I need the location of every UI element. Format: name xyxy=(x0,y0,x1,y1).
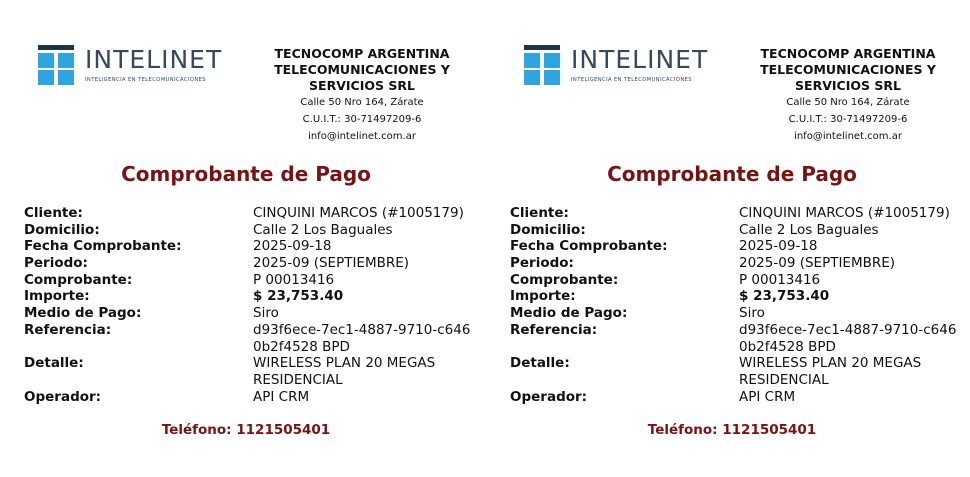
field-label: Detalle: xyxy=(510,355,570,372)
company-name-line3: SERVICIOS SRL xyxy=(309,78,415,93)
referencia-line1: d93f6ece-7ec1-4887-9710-c646 xyxy=(739,321,957,338)
company-cuit: C.U.I.T.: 30-71497209-6 xyxy=(302,114,422,125)
referencia-line2: 0b2f4528 BPD xyxy=(253,338,350,355)
company-email: info@intelinet.com.ar xyxy=(794,131,902,142)
field-label: Detalle: xyxy=(24,355,84,372)
field-label: Periodo: xyxy=(24,255,88,272)
detalle-line1: WIRELESS PLAN 20 MEGAS xyxy=(739,355,922,372)
field-value-amount: $ 23,753.40 xyxy=(739,288,830,305)
field-value: API CRM xyxy=(739,388,796,405)
field-value xyxy=(253,322,488,355)
phone-number: Teléfono: 1121505401 xyxy=(161,422,331,438)
field-value: CINQUINI MARCOS (#1005179) xyxy=(253,205,464,221)
detalle-line1: WIRELESS PLAN 20 MEGAS xyxy=(253,355,436,372)
field-label: Importe: xyxy=(24,288,90,305)
field-value: Siro xyxy=(739,305,765,322)
logo-name: INTELINET xyxy=(85,45,223,74)
field-value: 2025-09-18 xyxy=(253,238,332,255)
company-block xyxy=(262,46,462,145)
field-label: Domicilio: xyxy=(510,221,586,238)
field-value: Siro xyxy=(253,305,279,322)
field-label: Periodo: xyxy=(510,255,574,272)
field-value xyxy=(739,322,970,355)
company-block xyxy=(748,46,948,145)
field-value: 2025-09 (SEPTIEMBRE) xyxy=(739,255,896,272)
field-value: API CRM xyxy=(253,388,310,405)
field-label: Medio de Pago: xyxy=(24,305,142,322)
field-value xyxy=(253,355,488,388)
phone-number: Teléfono: 1121505401 xyxy=(647,422,817,438)
field-value: 2025-09-18 xyxy=(739,238,818,255)
field-value: CINQUINI MARCOS (#1005179) xyxy=(739,205,950,221)
field-label: Fecha Comprobante: xyxy=(24,238,182,255)
field-label: Referencia: xyxy=(510,321,598,338)
referencia-line1: d93f6ece-7ec1-4887-9710-c646 xyxy=(253,321,471,338)
company-name-line2: TELECOMUNICACIONES Y xyxy=(274,62,450,77)
logo-tagline: INTELIGENCIA EN TELECOMUNICACIONES xyxy=(85,77,206,83)
field-label: Cliente: xyxy=(24,205,83,221)
field-label: Importe: xyxy=(510,288,576,305)
field-label: Operador: xyxy=(24,388,102,405)
field-value: Calle 2 Los Baguales xyxy=(253,221,393,238)
company-name-line2: TELECOMUNICACIONES Y xyxy=(760,62,936,77)
intelinet-logo xyxy=(524,45,708,85)
field-value: Calle 2 Los Baguales xyxy=(739,221,879,238)
field-label: Comprobante: xyxy=(510,271,619,288)
receipt-right xyxy=(486,0,970,477)
field-value: P 00013416 xyxy=(253,271,335,288)
field-label: Cliente: xyxy=(510,205,569,221)
intelinet-logo-icon xyxy=(38,45,74,85)
field-label: Domicilio: xyxy=(24,221,100,238)
field-value: 2025-09 (SEPTIEMBRE) xyxy=(253,255,410,272)
field-label: Medio de Pago: xyxy=(510,305,628,322)
company-address: Calle 50 Nro 164, Zárate xyxy=(300,97,424,108)
company-name-line1: TECNOCOMP ARGENTINA xyxy=(760,46,936,61)
company-email: info@intelinet.com.ar xyxy=(308,131,416,142)
company-name-line1: TECNOCOMP ARGENTINA xyxy=(274,46,450,61)
receipt-title: Comprobante de Pago xyxy=(607,162,857,186)
referencia-line2: 0b2f4528 BPD xyxy=(739,338,836,355)
receipt-title: Comprobante de Pago xyxy=(121,162,371,186)
field-label: Operador: xyxy=(510,388,588,405)
field-label: Fecha Comprobante: xyxy=(510,238,668,255)
detalle-line2: RESIDENCIAL xyxy=(739,371,829,388)
field-value xyxy=(739,355,970,388)
detalle-line2: RESIDENCIAL xyxy=(253,371,343,388)
intelinet-logo xyxy=(38,45,222,85)
logo-name: INTELINET xyxy=(571,45,709,74)
field-value-amount: $ 23,753.40 xyxy=(253,288,344,305)
field-value: P 00013416 xyxy=(739,271,821,288)
field-label: Referencia: xyxy=(24,321,112,338)
intelinet-logo-icon xyxy=(524,45,560,85)
company-cuit: C.U.I.T.: 30-71497209-6 xyxy=(788,114,908,125)
company-name-line3: SERVICIOS SRL xyxy=(795,78,901,93)
field-label: Comprobante: xyxy=(24,271,133,288)
logo-tagline: INTELIGENCIA EN TELECOMUNICACIONES xyxy=(571,77,692,83)
company-address: Calle 50 Nro 164, Zárate xyxy=(786,97,910,108)
